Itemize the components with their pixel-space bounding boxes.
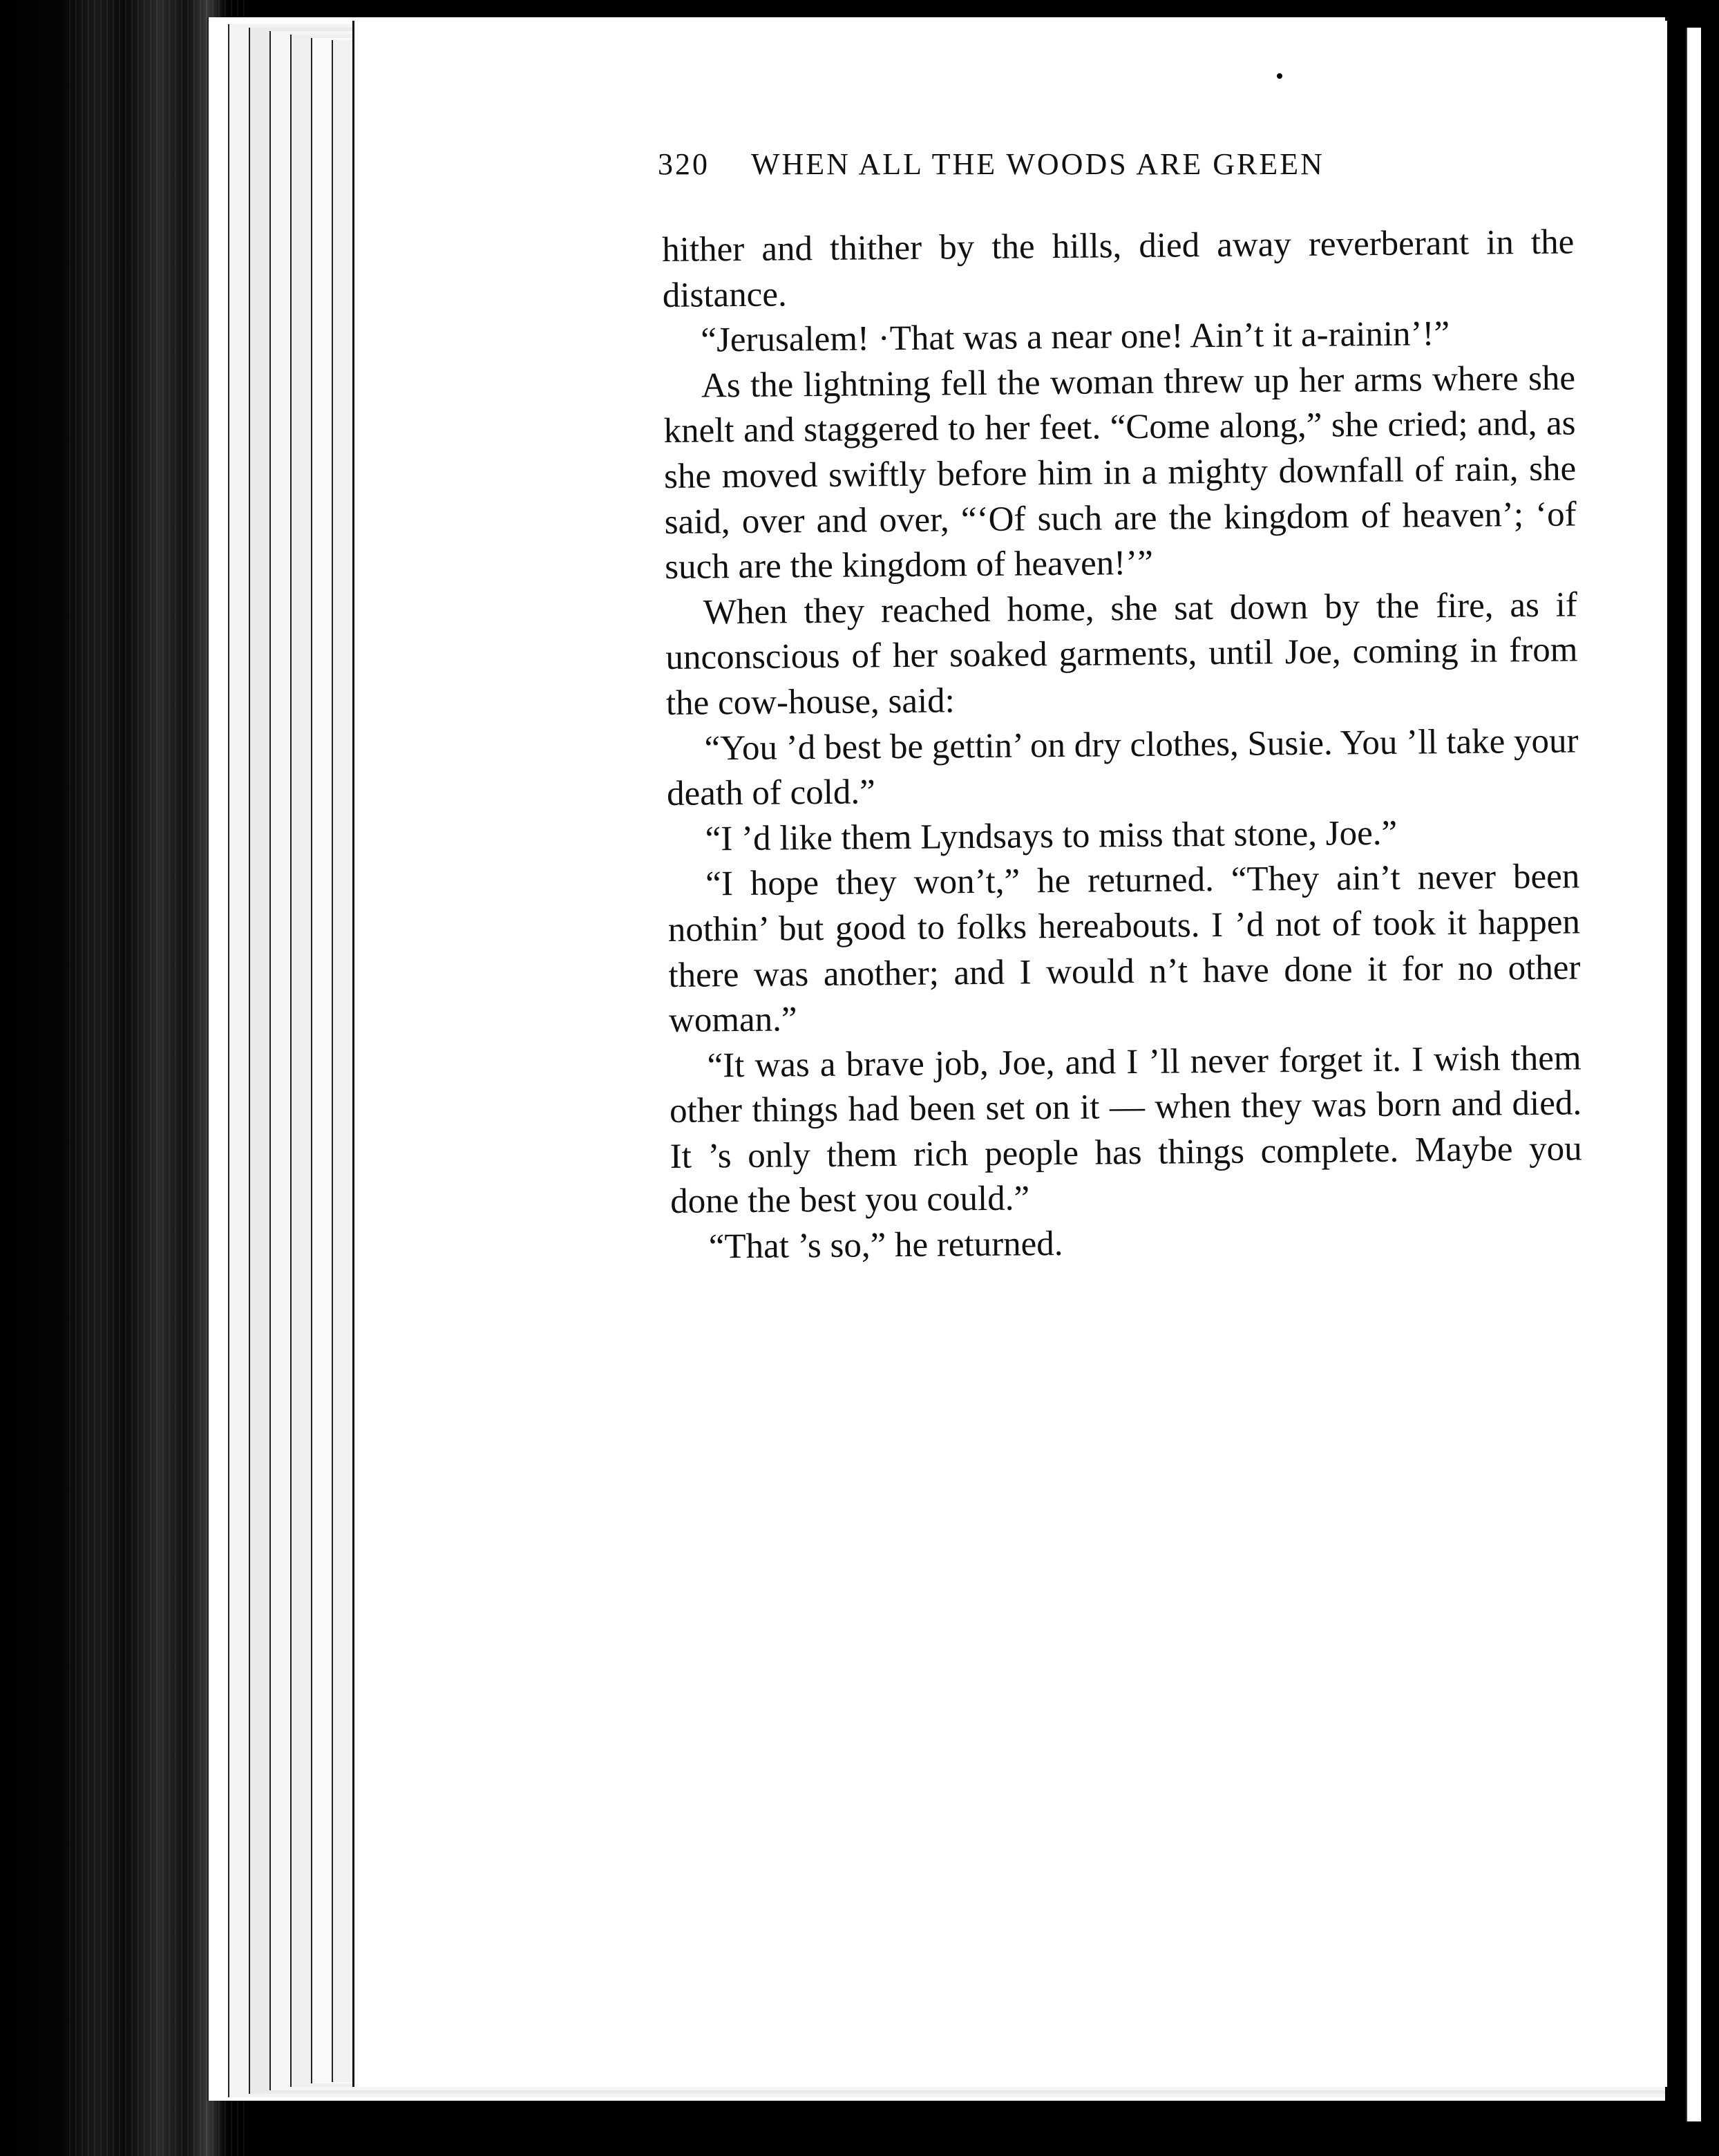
ink-speck <box>1277 73 1282 79</box>
paragraph: “That ’s so,” he returned. <box>708 1224 1063 1267</box>
facing-page-edge <box>1686 28 1701 2121</box>
paragraph: As the lightning fell the woman threw up her arms where she knelt and staggered to her feet. “Come along,” she cried; and, as she moved swiftly before him in a mighty downfall of rain, she said, over and over, “‘Of such are the kingdom of heaven’; ‘of such are the kingdom of heaven!’” <box>663 359 1577 587</box>
running-title: WHEN ALL THE WOODS ARE GREEN <box>751 147 1324 181</box>
paragraph: “I hope they won’t,” he returned. “They ain’t never been nothin’ but good to folks hereabouts. I ’d not of took it happen there was another; and I would n’t have done it for no other woman.” <box>667 857 1581 1041</box>
running-header <box>658 146 1452 182</box>
paragraph: “You ’d best be gettin’ on dry clothes, Susie. You ’ll take your death of cold.” <box>666 721 1579 814</box>
paragraph: When they reached home, she sat down by the fire, as if unconscious of her soaked garments, until Joe, coming in from the cow-house, said: <box>665 585 1578 723</box>
body-text <box>662 220 1583 1270</box>
paragraph: hither and thither by the hills, died away reverberant in the distance. <box>662 223 1575 315</box>
paragraph: “Jerusalem! ·That was a near one! Ain’t it a-rainin’!” <box>701 314 1450 360</box>
paragraph: “I ’d like them Lyndsays to miss that stone, Joe.” <box>705 813 1398 859</box>
page-number: 320 <box>658 147 710 181</box>
paragraph: “It was a brave job, Joe, and I ’ll never forget it. I wish them other things had been set on it — when they was born and died. It ’s only them rich people has things complete. Maybe you done the best you could.” <box>669 1039 1582 1222</box>
